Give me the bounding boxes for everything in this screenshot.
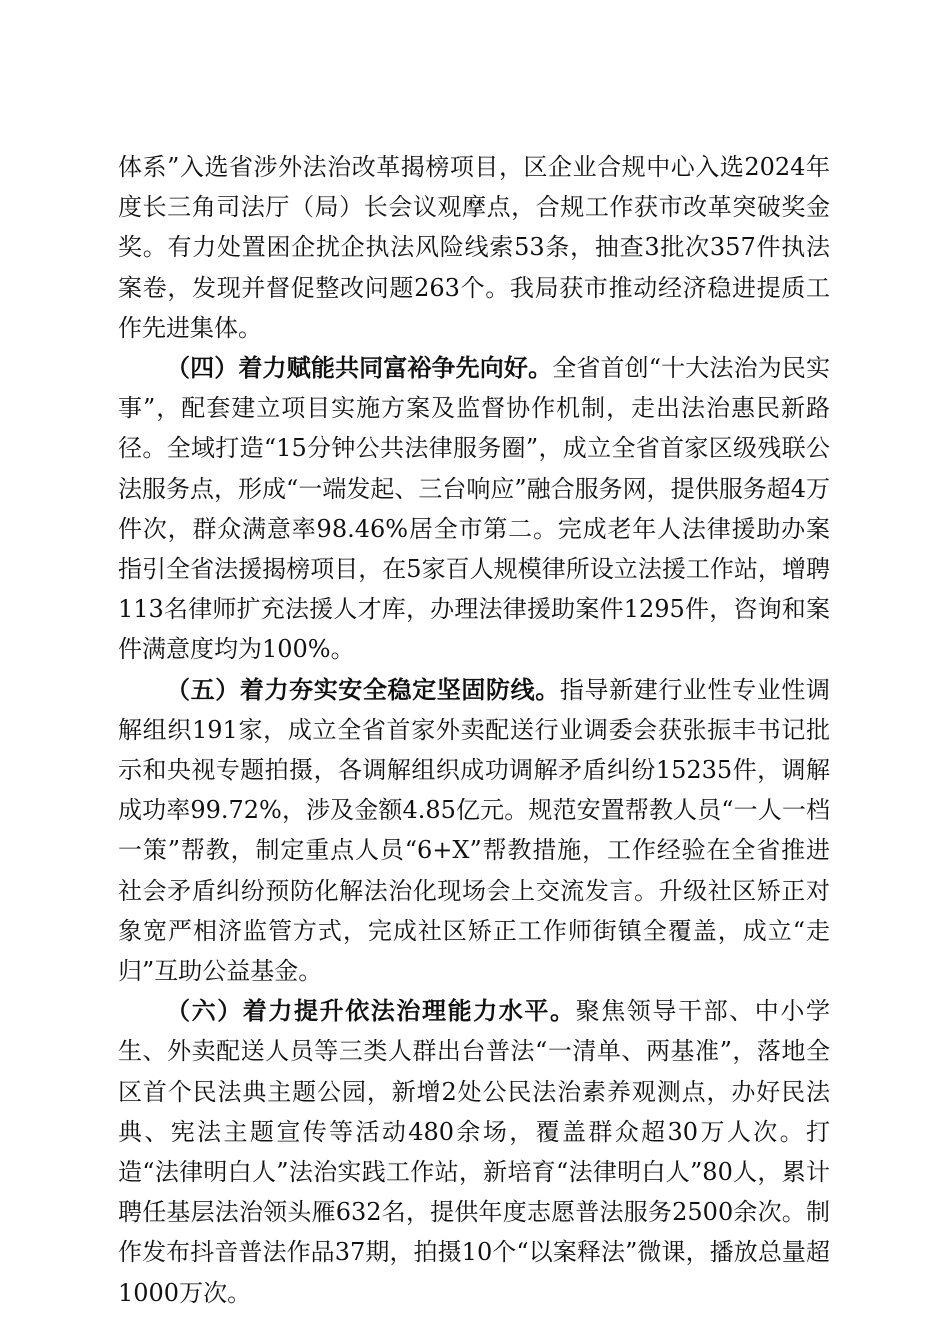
document-page — [118, 147, 830, 1313]
paragraph-body: 聚焦领导干部、中小学生、外卖配送人员等三类人群出台普法“一清单、两基准”，落地全区首个民法典主题公园，新增2处公民法治素养观测点，办好民法典、宪法主题宣传等活动480余场，覆盖群众超30万人次。打造“法律明白人”法治实践工作站，新培育“法律明白人”80人，累计聘任基层法治领头雁632名，提供年度志愿普法服务2500余次。制作发布抖音普法作品37期，拍摄10个“以案释法”微课，播放总量超1000万次。 — [118, 997, 831, 1307]
paragraph-continuation — [118, 147, 830, 348]
section-heading: （四）着力赋能共同富裕争先向好。 — [166, 353, 553, 383]
paragraph-section-5 — [118, 670, 830, 992]
paragraph-section-6 — [118, 991, 830, 1313]
paragraph-body: 全省首创“十大法治为民实事”，配套建立项目实施方案及监督协作机制，走出法治惠民新路径。全域打造“15分钟公共法律服务圈”，成立全省首家区级残联公法服务点，形成“一端发起、三台响应”融合服务网，提供服务超4万件次，群众满意率98.46%居全市第二。完成老年人法律援助办案指引全省法援揭榜项目，在5家百人规模律所设立法援工作站，增聘113名律师扩充法援人才库，办理法律援助案件1295件，咨询和案件满意度均为100%。 — [118, 354, 830, 664]
paragraph-body: 体系”入选省涉外法治改革揭榜项目，区企业合规中心入选2024年度长三角司法厅（局）长会议观摩点，合规工作获市改革突破奖金奖。有力处置困企扰企执法风险线索53条，抽查3批次357件执法案卷，发现并督促整改问题263个。我局获市推动经济稳进提质工作先进集体。 — [118, 153, 830, 342]
section-heading: （五）着力夯实安全稳定坚固防线。 — [166, 674, 560, 704]
paragraph-section-4 — [118, 348, 830, 670]
paragraph-body: 指导新建行业性专业性调解组织191家，成立全省首家外卖配送行业调委会获张振丰书记批示和央视专题拍摄，各调解组织成功调解矛盾纠纷15235件，调解成功率99.72%，涉及金额4.85亿元。规范安置帮教人员“一人一档一策”帮教，制定重点人员“6+X”帮教措施，工作经验在全省推进社会矛盾纠纷预防化解法治化现场会上交流发言。升级社区矫正对象宽严相济监管方式，完成社区矫正工作师街镇全覆盖，成立“走归”互助公益基金。 — [118, 675, 831, 986]
section-heading: （六）着力提升依法治理能力水平。 — [166, 996, 576, 1026]
